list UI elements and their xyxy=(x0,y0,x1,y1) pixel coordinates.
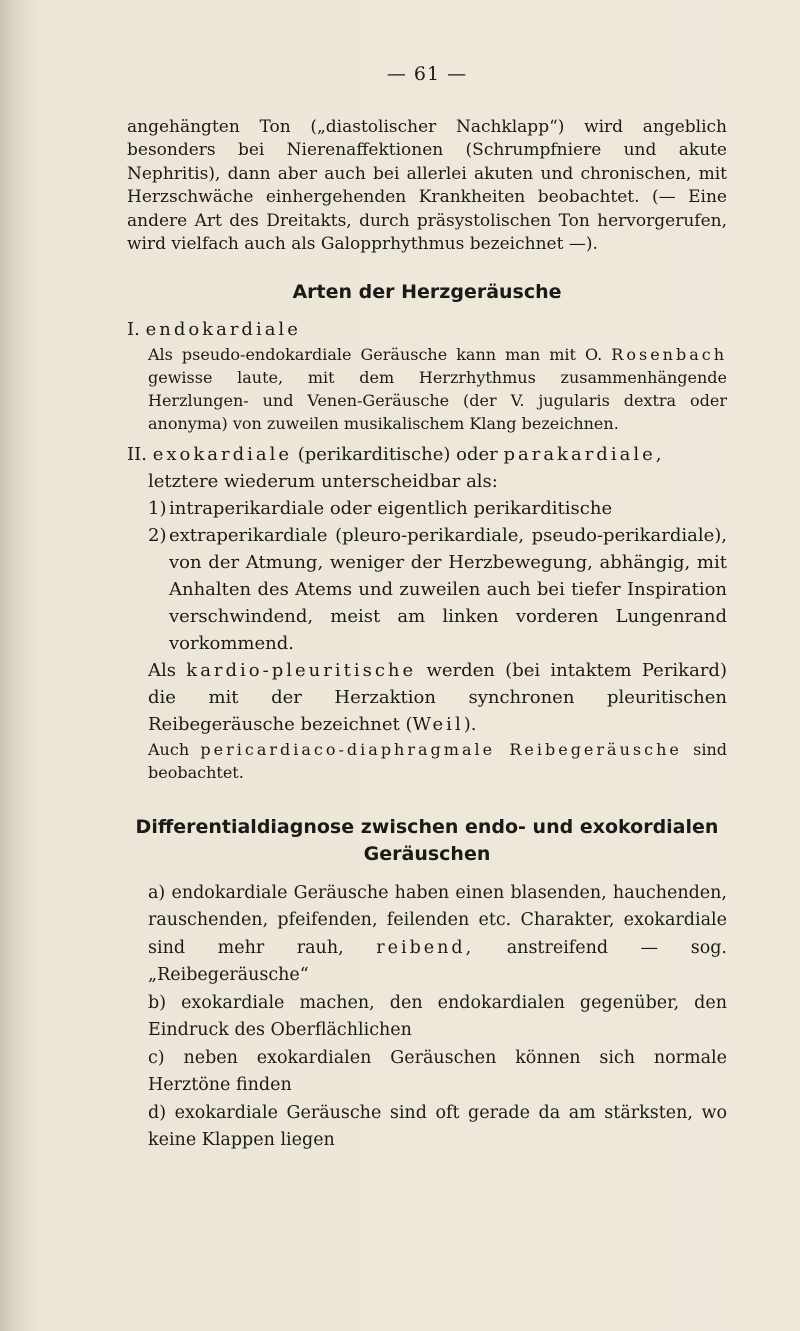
pericardiaco-paragraph: Auch pericardiaco-diaphragmale Reibegeräusche sind beobachtet. xyxy=(148,739,727,782)
point-c: c) neben exokardialen Geräuschen können sich normale Herztöne finden xyxy=(148,1047,727,1095)
category-number: I. xyxy=(127,318,140,340)
category-label: exokardiale xyxy=(152,443,292,465)
intro-paragraph: angehängten Ton („diastolischer Nachklapp“) wird angeblich besonders bei Nierenaffektionen (Schrumpfniere und akute Nephritis), dann aber auch bei allerlei akuten und chronischen, mit Herzschwäche einhergehenden Krankheiten beobachtet. (— Eine andere Art des Dreitakts, durch präsystolischen Ton hervorgerufen, wird vielfach auch als Galopprhythmus bezeichnet —). xyxy=(127,116,727,254)
kardio-pleuritische-paragraph: Als kardio-pleuritische werden (bei intaktem Perikard) die mit der Herzaktion synchronen pleuritischen Reibegeräusche bezeichnet (Weil). xyxy=(148,659,727,735)
category-continuation: letztere wiederum unterscheidbar als: xyxy=(148,470,498,492)
author-name: Rosenbach xyxy=(611,344,728,364)
category-label: parakardiale, xyxy=(503,443,665,465)
list-item: 2) extraperikardiale (pleuro-perikardiale, pseudo-perikardiale), von der Atmung, weniger der Herzbewegung, abhängig, mit Anhalten des Atems und zuweilen auch bei tiefer Inspiration verschwindend, meist am linken vorderen Lungenrand vorkommend. xyxy=(148,524,727,654)
category-exokardiale: II. exokardiale (perikarditische) oder parakardiale, xyxy=(127,443,665,465)
category-endokardiale xyxy=(127,316,727,343)
category-number: II. xyxy=(127,443,147,465)
text-column xyxy=(127,62,727,1155)
point-b: b) exokardiale machen, den endokardialen gegenüber, den Eindruck des Oberflächlichen xyxy=(148,992,727,1040)
point-a: a) endokardiale Geräusche haben einen blasenden, hauchenden, rauschenden, pfeifenden, feilenden etc. Charakter, exokardiale sind mehr rauh, reibend, anstreifend — sog. „Reibegeräusche“ xyxy=(148,882,727,985)
pseudo-endokardiale-paragraph: Als pseudo-endokardiale Geräusche kann man mit O. Rosenbach gewisse laute, mit dem Herzrhythmus zusammenhängende Herzlungen- und Venen-Geräusche (der V. jugularis dextra oder anonyma) von zuweilen musikalischem Klang bezeichnen. xyxy=(148,344,728,433)
section-heading-differentialdiagnose: Differentialdiagnose zwischen endo- und exokordialen Geräuschen xyxy=(135,815,719,865)
section-heading-arten: Arten der Herzgeräusche xyxy=(292,280,562,303)
page-number: — 61 — xyxy=(386,63,468,85)
author-name: Weil xyxy=(412,713,464,735)
category-label: endokardiale xyxy=(145,318,301,340)
list-item: 1) intraperikardiale oder eigentlich perikarditische xyxy=(148,497,613,519)
point-d: d) exokardiale Geräusche sind oft gerade da am stärksten, wo keine Klappen liegen xyxy=(148,1102,727,1150)
